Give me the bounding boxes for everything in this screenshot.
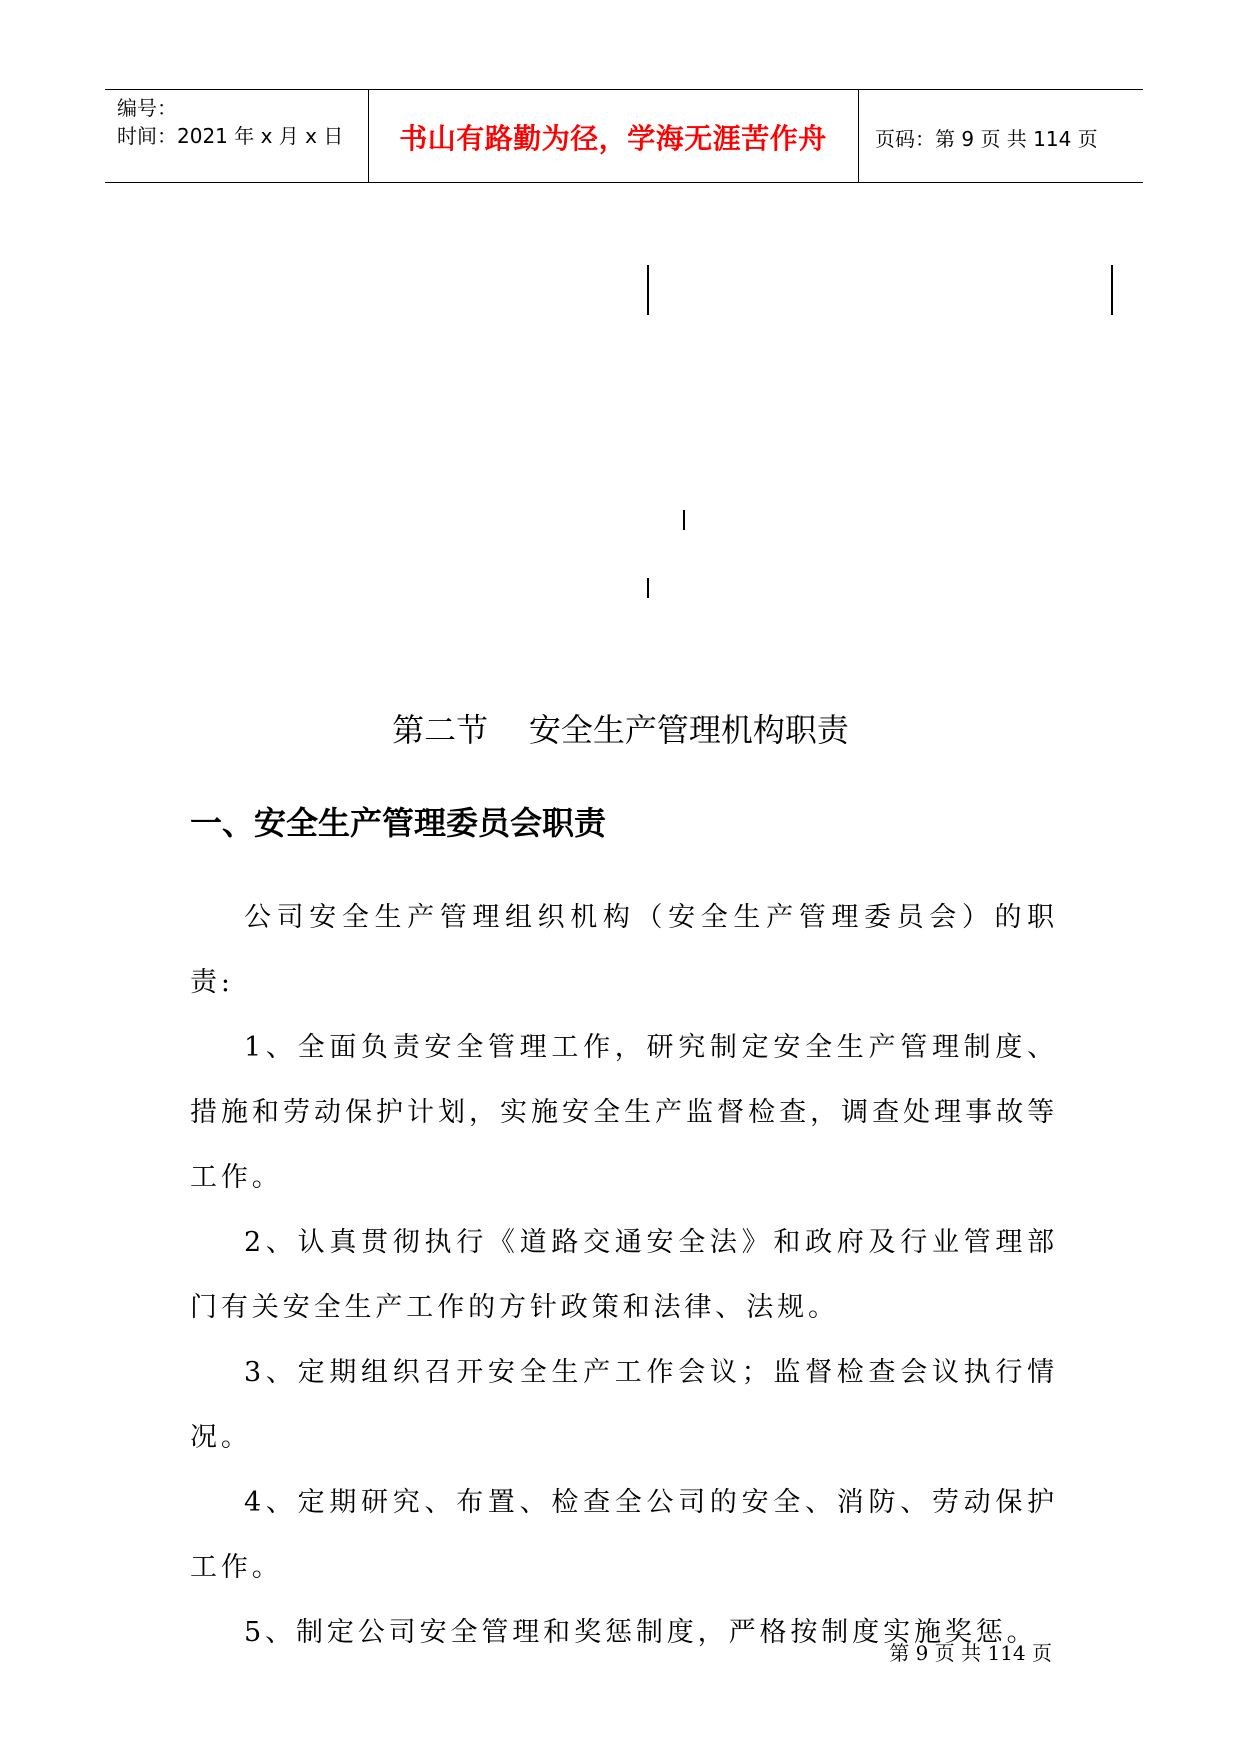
paragraph-item-1: 1、全面负责安全管理工作，研究制定安全生产管理制度、措施和劳动保护计划，实施安全生产监督检查，调查处理事故等工作。 [190,1032,1058,1193]
paragraph-item-4: 4、定期研究、布置、检查全公司的安全、消防、劳动保护工作。 [190,1487,1058,1583]
paragraph-item-5: 5、制定公司安全管理和奖惩制度，严格按制度实施奖惩。 [244,1617,1038,1648]
header-motto: 书山有路勤为径，学海无涯苦作舟 [399,122,827,155]
vertical-mark [1111,265,1113,315]
document-time-label: 时间：2021 年 x 月 x 日 [117,124,344,148]
paragraph-intro: 公司安全生产管理组织机构（安全生产管理委员会）的职责: [190,902,1058,998]
document-header [105,89,1143,183]
document-number-label: 编号： [117,96,177,120]
page-footer: 第 9 页 共 114 页 [889,1641,1052,1665]
vertical-mark [683,510,685,530]
vertical-mark [647,265,649,315]
vertical-mark [647,578,649,598]
paragraph-item-2: 2、认真贯彻执行《道路交通安全法》和政府及行业管理部门有关安全生产工作的方针政策和法律、法规。 [190,1227,1058,1323]
header-meta [117,94,367,150]
subsection-title: 一、安全生产管理委员会职责 [190,804,607,842]
header-page-label: 页码：第 9 页 共 114 页 [875,126,1098,151]
section-title: 第二节 安全生产管理机构职责 [392,711,849,749]
paragraph-item-3: 3、定期组织召开安全生产工作会议；监督检查会议执行情况。 [190,1357,1058,1453]
body-text [190,885,1058,1665]
